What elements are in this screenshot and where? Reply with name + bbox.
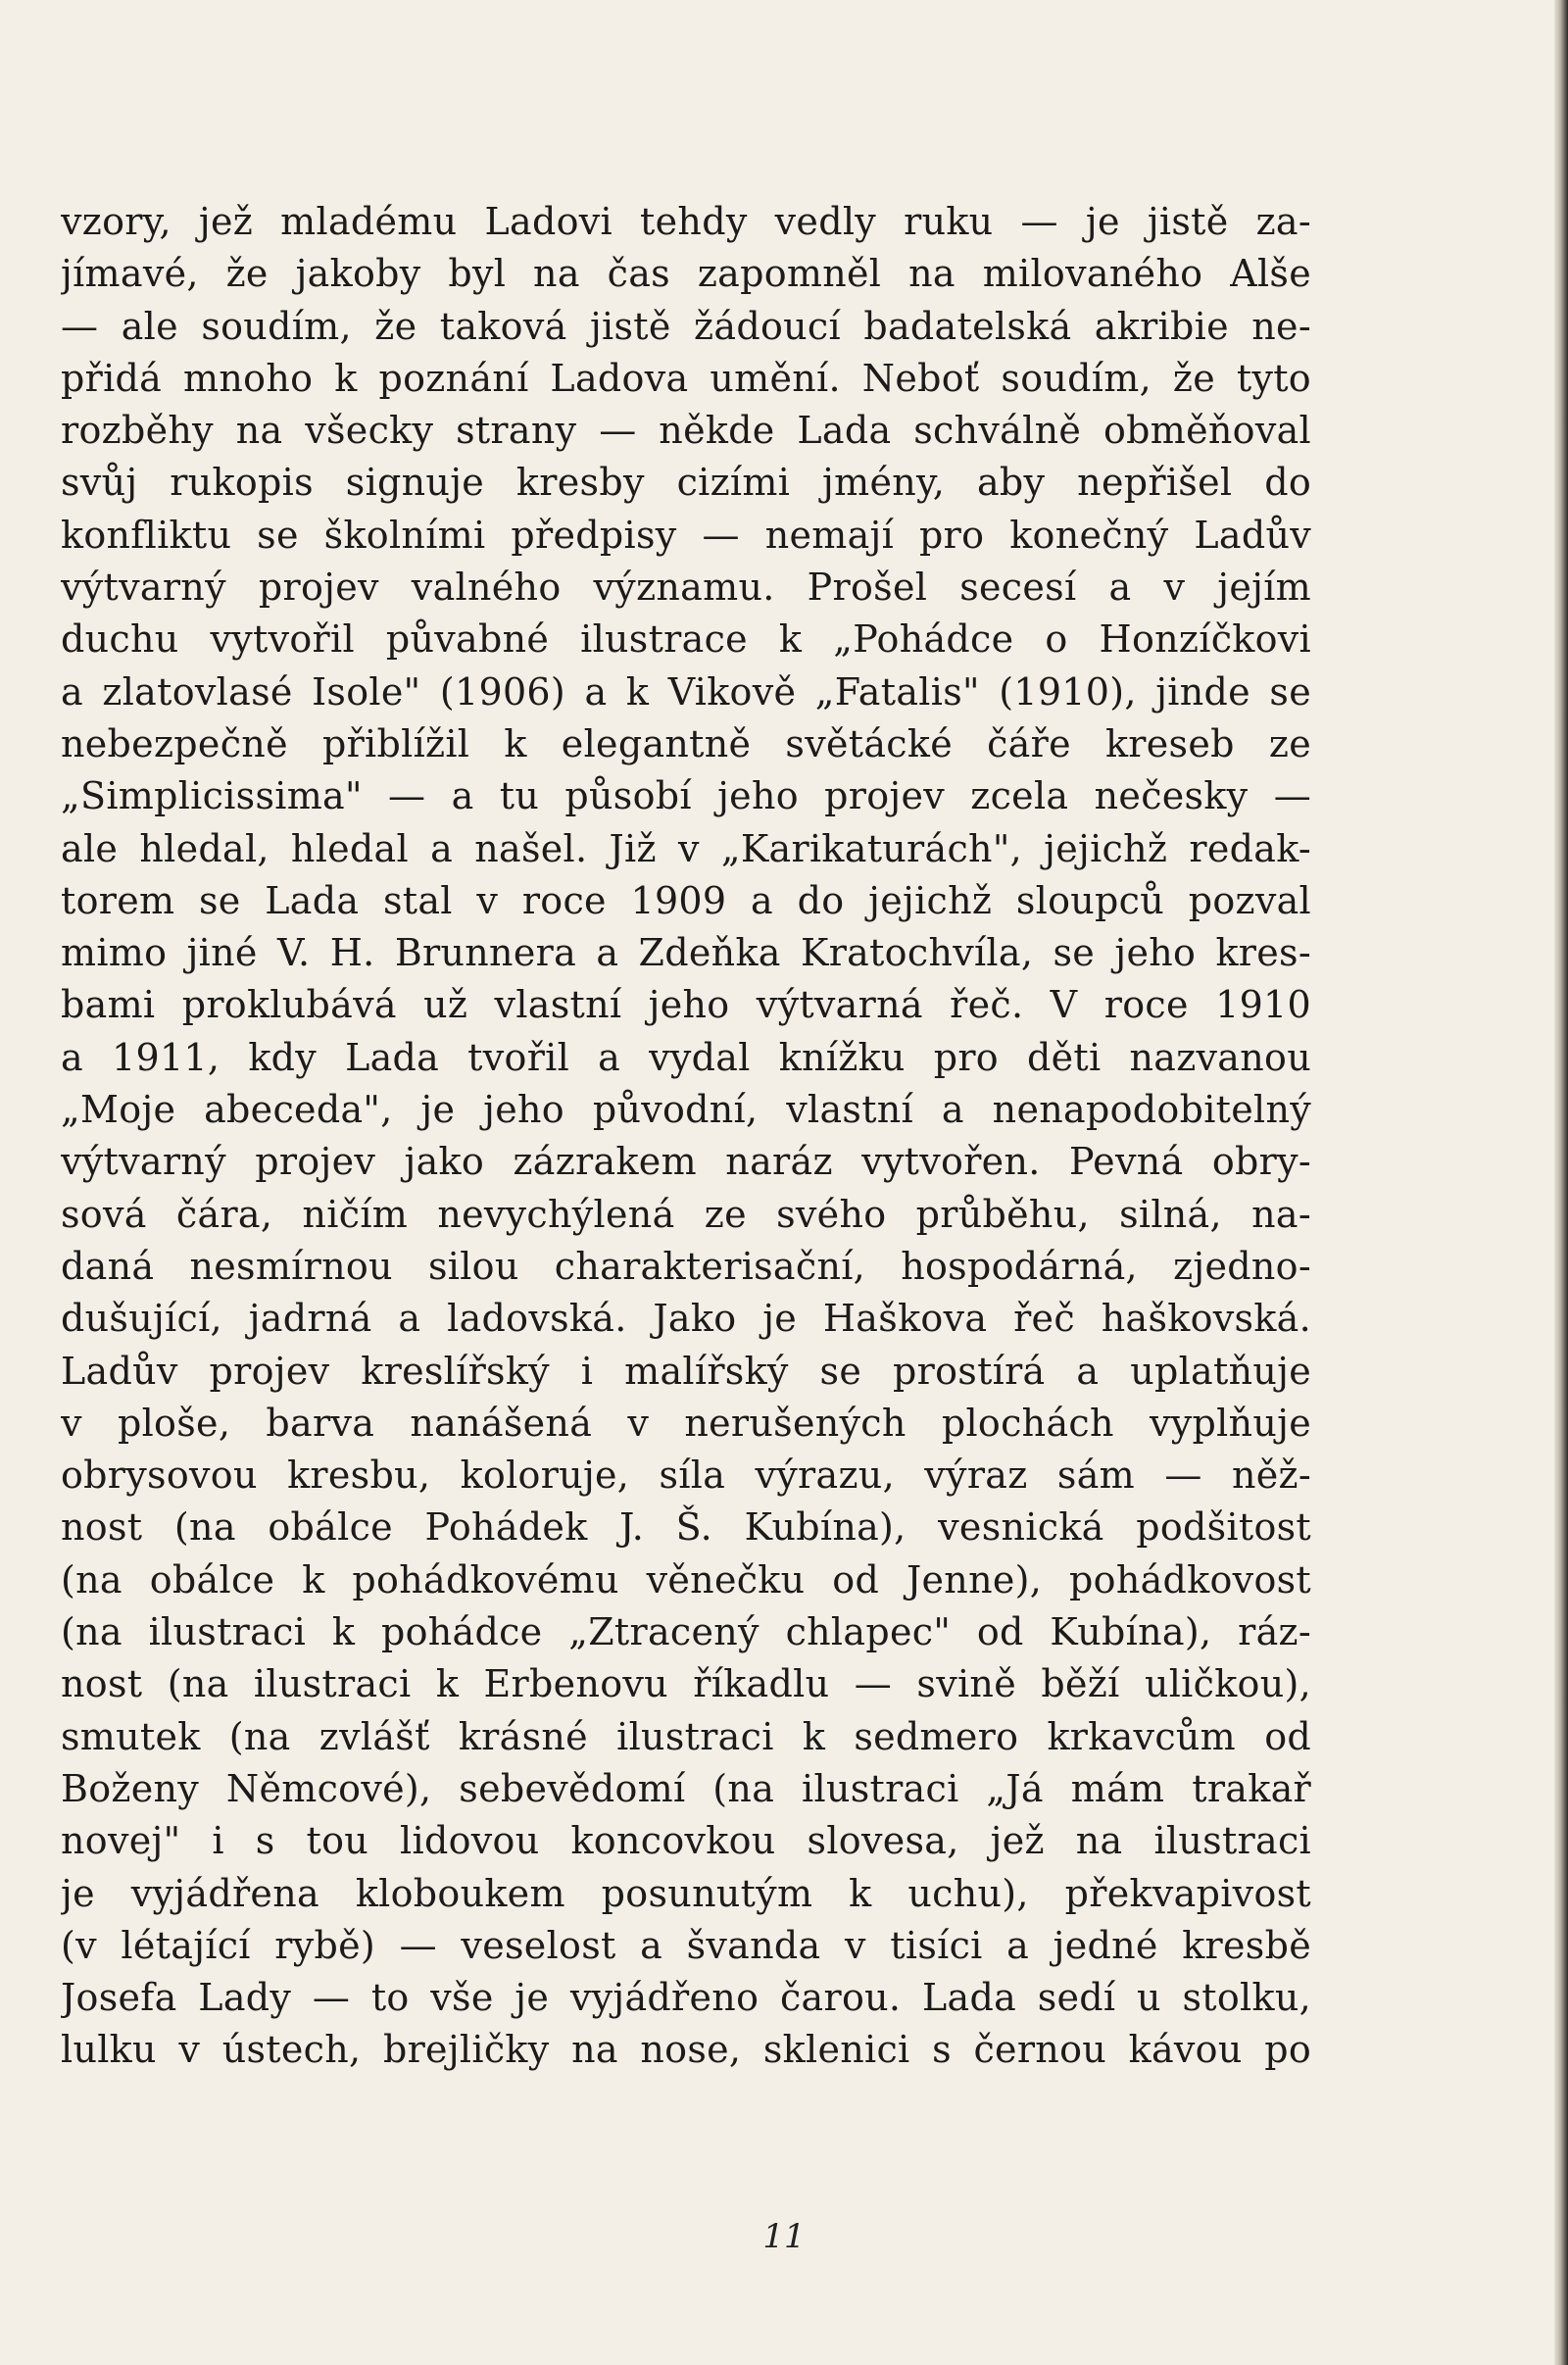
text-line: nost (na ilustraci k Erbenovu říkadlu — svině běží uličkou), (61, 1662, 1311, 1706)
text-line: — ale soudím, že taková jistě žádoucí badatelská akribie ne- (61, 304, 1311, 348)
text-line: výtvarný projev jako zázrakem naráz vytvořen. Pevná obry- (61, 1140, 1311, 1184)
text-line: konfliktu se školními předpisy — nemají pro konečný Ladův (61, 513, 1311, 557)
text-line: svůj rukopis signuje kresby cizími jmény, aby nepřišel do (61, 461, 1311, 505)
text-line: v ploše, barva nanášená v nerušených plochách vyplňuje (61, 1401, 1311, 1445)
text-line: „Simplicissima" — a tu působí jeho projev zcela nečesky — (61, 774, 1311, 818)
text-line: „Moje abeceda", je jeho původní, vlastní a nenapodobitelný (61, 1088, 1311, 1132)
text-line: Boženy Němcové), sebevědomí (na ilustraci „Já mám trakař (61, 1766, 1311, 1810)
text-line: jímavé, že jakoby byl na čas zapomněl na milovaného Alše (61, 252, 1311, 296)
text-line: nebezpečně přiblížil k elegantně světácké čáře kreseb ze (61, 721, 1311, 765)
text-line: výtvarný projev valného významu. Prošel secesí a v jejím (61, 566, 1311, 610)
text-line: a zlatovlasé Isole" (1906) a k Vikově „Fatalis" (1910), jinde se (61, 669, 1311, 714)
page-edge (1554, 0, 1568, 2365)
text-line: lulku v ústech, brejličky na nose, sklenici s černou kávou po (61, 2028, 1311, 2072)
body-text (61, 196, 1311, 2077)
text-line: (v létající rybě) — veselost a švanda v tisíci a jedné kresbě (61, 1923, 1311, 1967)
page-number: 11 (762, 2217, 806, 2256)
text-line: vzory, jež mladému Ladovi tehdy vedly ruku — je jistě za- (61, 200, 1311, 243)
text-line: ale hledal, hledal a našel. Již v „Karikaturách", jejichž redak- (61, 826, 1311, 870)
text-line: duchu vytvořil půvabné ilustrace k „Pohádce o Honzíčkovi (61, 617, 1311, 662)
text-line: sová čára, ničím nevychýlená ze svého průběhu, silná, na- (61, 1192, 1311, 1236)
text-line: a 1911, kdy Lada tvořil a vydal knížku pro děti nazvanou (61, 1035, 1311, 1079)
text-line: přidá mnoho k poznání Ladova umění. Neboť soudím, že tyto (61, 356, 1311, 400)
text-line: rozběhy na všecky strany — někde Lada schválně obměňoval (61, 409, 1311, 453)
text-line: bami proklubává už vlastní jeho výtvarná řeč. V roce 1910 (61, 983, 1311, 1027)
text-line: dušující, jadrná a ladovská. Jako je Haškova řeč haškovská. (61, 1297, 1311, 1341)
text-line: smutek (na zvlášť krásné ilustraci k sedmero krkavcům od (61, 1714, 1311, 1758)
text-line: mimo jiné V. H. Brunnera a Zdeňka Kratochvíla, se jeho kres- (61, 931, 1311, 975)
text-line: (na ilustraci k pohádce „Ztracený chlapec" od Kubína), ráz- (61, 1610, 1311, 1654)
text-line: daná nesmírnou silou charakterisační, hospodárná, zjedno- (61, 1244, 1311, 1288)
text-line: novej" i s tou lidovou koncovkou slovesa, jež na ilustraci (61, 1819, 1311, 1863)
text-line: je vyjádřena kloboukem posunutým k uchu), překvapivost (61, 1871, 1311, 1915)
text-line: obrysovou kresbu, koloruje, síla výrazu, výraz sám — něž- (61, 1453, 1311, 1498)
text-line: torem se Lada stal v roce 1909 a do jejichž sloupců pozval (61, 878, 1311, 922)
text-line: Josefa Lady — to vše je vyjádřeno čarou. Lada sedí u stolku, (61, 1976, 1311, 2020)
text-line: Ladův projev kreslířský i malířský se prostírá a uplatňuje (61, 1349, 1311, 1393)
text-line: nost (na obálce Pohádek J. Š. Kubína), vesnická podšitost (61, 1505, 1311, 1550)
text-line: (na obálce k pohádkovému věnečku od Jenne), pohádkovost (61, 1557, 1311, 1601)
